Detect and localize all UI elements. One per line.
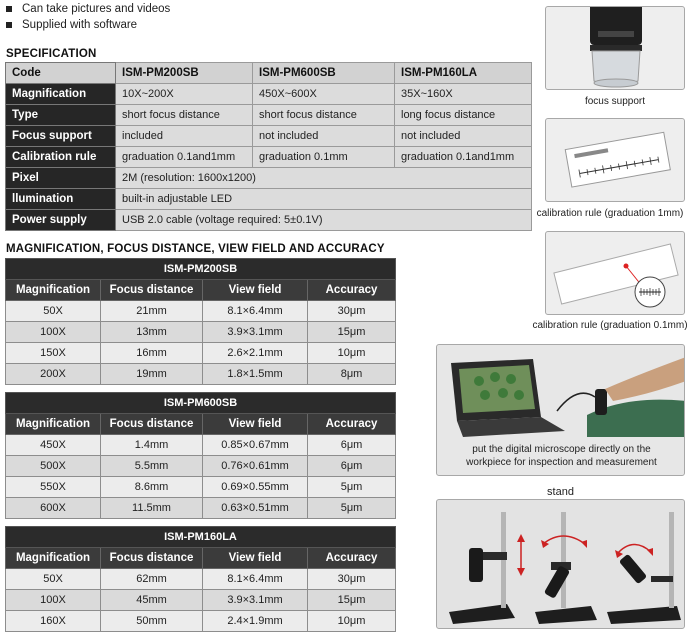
column-header: View field bbox=[203, 280, 308, 301]
cell: 100X bbox=[6, 590, 101, 611]
cell: 200X bbox=[6, 364, 101, 385]
calibration-rule-icon bbox=[546, 119, 685, 202]
cell: 21mm bbox=[101, 301, 203, 322]
cell: 0.69×0.55mm bbox=[203, 477, 308, 498]
cell: 50X bbox=[6, 569, 101, 590]
spec-cell: built-in adjustable LED bbox=[116, 189, 532, 210]
accuracy-table-pm160la bbox=[5, 526, 396, 632]
cell: 8.1×6.4mm bbox=[203, 301, 308, 322]
table-row bbox=[6, 456, 396, 477]
bullet-square-icon bbox=[6, 6, 12, 12]
column-header: Magnification bbox=[6, 548, 101, 569]
spec-row bbox=[6, 84, 532, 105]
feature-text: Can take pictures and videos bbox=[22, 3, 171, 15]
column-header: Accuracy bbox=[308, 548, 396, 569]
cell: 0.76×0.61mm bbox=[203, 456, 308, 477]
cell: 8.1×6.4mm bbox=[203, 569, 308, 590]
column-header: Focus distance bbox=[101, 548, 203, 569]
cell: 450X bbox=[6, 435, 101, 456]
spec-cell: included bbox=[116, 126, 253, 147]
spec-row bbox=[6, 168, 532, 189]
column-header: Magnification bbox=[6, 414, 101, 435]
model-title: ISM-PM600SB bbox=[6, 393, 396, 414]
table-row bbox=[6, 301, 396, 322]
table-row bbox=[6, 611, 396, 632]
cell: 2.6×2.1mm bbox=[203, 343, 308, 364]
cell: 10μm bbox=[308, 611, 396, 632]
spec-cell: USB 2.0 cable (voltage required: 5±0.1V) bbox=[116, 210, 532, 231]
cell: 13mm bbox=[101, 322, 203, 343]
feature-bullet bbox=[6, 17, 170, 33]
column-header: View field bbox=[203, 414, 308, 435]
table-row bbox=[6, 590, 396, 611]
microscope-focus-icon bbox=[546, 7, 685, 90]
specification-heading: SPECIFICATION bbox=[6, 48, 97, 60]
spec-row bbox=[6, 105, 532, 126]
model-title: ISM-PM160LA bbox=[6, 527, 396, 548]
cell: 3.9×3.1mm bbox=[203, 322, 308, 343]
spec-cell: 35X~160X bbox=[395, 84, 532, 105]
laptop-microscope-icon bbox=[437, 345, 685, 437]
cell: 6μm bbox=[308, 456, 396, 477]
spec-cell: graduation 0.1and1mm bbox=[116, 147, 253, 168]
cell: 50mm bbox=[101, 611, 203, 632]
feature-bullet bbox=[6, 1, 170, 17]
cell: 1.8×1.5mm bbox=[203, 364, 308, 385]
spec-label: Magnification bbox=[6, 84, 116, 105]
column-header: Accuracy bbox=[308, 414, 396, 435]
column-header: View field bbox=[203, 548, 308, 569]
calibration-rule-1mm-caption: calibration rule (graduation 1mm) bbox=[536, 208, 684, 219]
microscope-stand-icon bbox=[437, 500, 685, 629]
spec-cell: long focus distance bbox=[395, 105, 532, 126]
feature-text: Supplied with software bbox=[22, 19, 138, 31]
spec-label: Calibration rule bbox=[6, 147, 116, 168]
usage-caption-line-2: workpiece for inspection and measurement bbox=[466, 457, 657, 468]
accuracy-table-pm200sb bbox=[5, 258, 396, 385]
column-header: Focus distance bbox=[101, 280, 203, 301]
focus-support-caption: focus support bbox=[584, 96, 646, 107]
cell: 1.4mm bbox=[101, 435, 203, 456]
spec-label: llumination bbox=[6, 189, 116, 210]
spec-cell: 10X~200X bbox=[116, 84, 253, 105]
cell: 160X bbox=[6, 611, 101, 632]
spec-cell: not included bbox=[253, 126, 395, 147]
cell: 45mm bbox=[101, 590, 203, 611]
cell: 8μm bbox=[308, 364, 396, 385]
table-row bbox=[6, 498, 396, 519]
cell: 100X bbox=[6, 322, 101, 343]
usage-caption-line-1: put the digital microscope directly on the bbox=[472, 444, 651, 455]
table-row bbox=[6, 435, 396, 456]
specification-table bbox=[5, 62, 532, 231]
stand-photos bbox=[436, 499, 685, 629]
spec-cell: short focus distance bbox=[253, 105, 395, 126]
cell: 5.5mm bbox=[101, 456, 203, 477]
spec-row bbox=[6, 189, 532, 210]
cell: 15μm bbox=[308, 322, 396, 343]
column-header: Magnification bbox=[6, 280, 101, 301]
focus-support-image bbox=[545, 6, 685, 90]
table-row bbox=[6, 569, 396, 590]
cell: 30μm bbox=[308, 569, 396, 590]
cell: 600X bbox=[6, 498, 101, 519]
calibration-rule-icon bbox=[546, 232, 685, 315]
spec-row bbox=[6, 210, 532, 231]
spec-label: Pixel bbox=[6, 168, 116, 189]
cell: 0.63×0.51mm bbox=[203, 498, 308, 519]
table-row bbox=[6, 477, 396, 498]
cell: 16mm bbox=[101, 343, 203, 364]
spec-cell: 2M (resolution: 1600x1200) bbox=[116, 168, 532, 189]
table-row bbox=[6, 364, 396, 385]
cell: 50X bbox=[6, 301, 101, 322]
spec-cell: short focus distance bbox=[116, 105, 253, 126]
cell: 550X bbox=[6, 477, 101, 498]
calibration-rule-01mm-caption: calibration rule (graduation 0.1mm) bbox=[532, 320, 688, 331]
cell: 30μm bbox=[308, 301, 396, 322]
table-row bbox=[6, 343, 396, 364]
spec-cell: 450X~600X bbox=[253, 84, 395, 105]
column-header: Accuracy bbox=[308, 280, 396, 301]
spec-cell: graduation 0.1and1mm bbox=[395, 147, 532, 168]
spec-header-row bbox=[6, 63, 532, 84]
usage-photo bbox=[436, 344, 685, 476]
feature-bullets bbox=[6, 1, 170, 33]
spec-cell: graduation 0.1mm bbox=[253, 147, 395, 168]
cell: 5μm bbox=[308, 477, 396, 498]
cell: 150X bbox=[6, 343, 101, 364]
accuracy-heading: MAGNIFICATION, FOCUS DISTANCE, VIEW FIELD AND ACCURACY bbox=[6, 243, 385, 255]
bullet-square-icon bbox=[6, 22, 12, 28]
cell: 0.85×0.67mm bbox=[203, 435, 308, 456]
spec-label: Code bbox=[6, 63, 116, 84]
cell: 10μm bbox=[308, 343, 396, 364]
model-title: ISM-PM200SB bbox=[6, 259, 396, 280]
cell: 6μm bbox=[308, 435, 396, 456]
cell: 8.6mm bbox=[101, 477, 203, 498]
column-header: Focus distance bbox=[101, 414, 203, 435]
calibration-rule-1mm-image bbox=[545, 118, 685, 202]
calibration-rule-01mm-image bbox=[545, 231, 685, 315]
model-header: ISM-PM160LA bbox=[395, 63, 532, 84]
cell: 500X bbox=[6, 456, 101, 477]
spec-row bbox=[6, 126, 532, 147]
cell: 19mm bbox=[101, 364, 203, 385]
model-header: ISM-PM200SB bbox=[116, 63, 253, 84]
cell: 15μm bbox=[308, 590, 396, 611]
spec-cell: not included bbox=[395, 126, 532, 147]
table-row bbox=[6, 322, 396, 343]
accuracy-table-pm600sb bbox=[5, 392, 396, 519]
cell: 62mm bbox=[101, 569, 203, 590]
stand-caption: stand bbox=[547, 486, 574, 498]
cell: 11.5mm bbox=[101, 498, 203, 519]
spec-row bbox=[6, 147, 532, 168]
cell: 3.9×3.1mm bbox=[203, 590, 308, 611]
spec-label: Focus support bbox=[6, 126, 116, 147]
cell: 2.4×1.9mm bbox=[203, 611, 308, 632]
spec-label: Type bbox=[6, 105, 116, 126]
model-header: ISM-PM600SB bbox=[253, 63, 395, 84]
cell: 5μm bbox=[308, 498, 396, 519]
spec-label: Power supply bbox=[6, 210, 116, 231]
